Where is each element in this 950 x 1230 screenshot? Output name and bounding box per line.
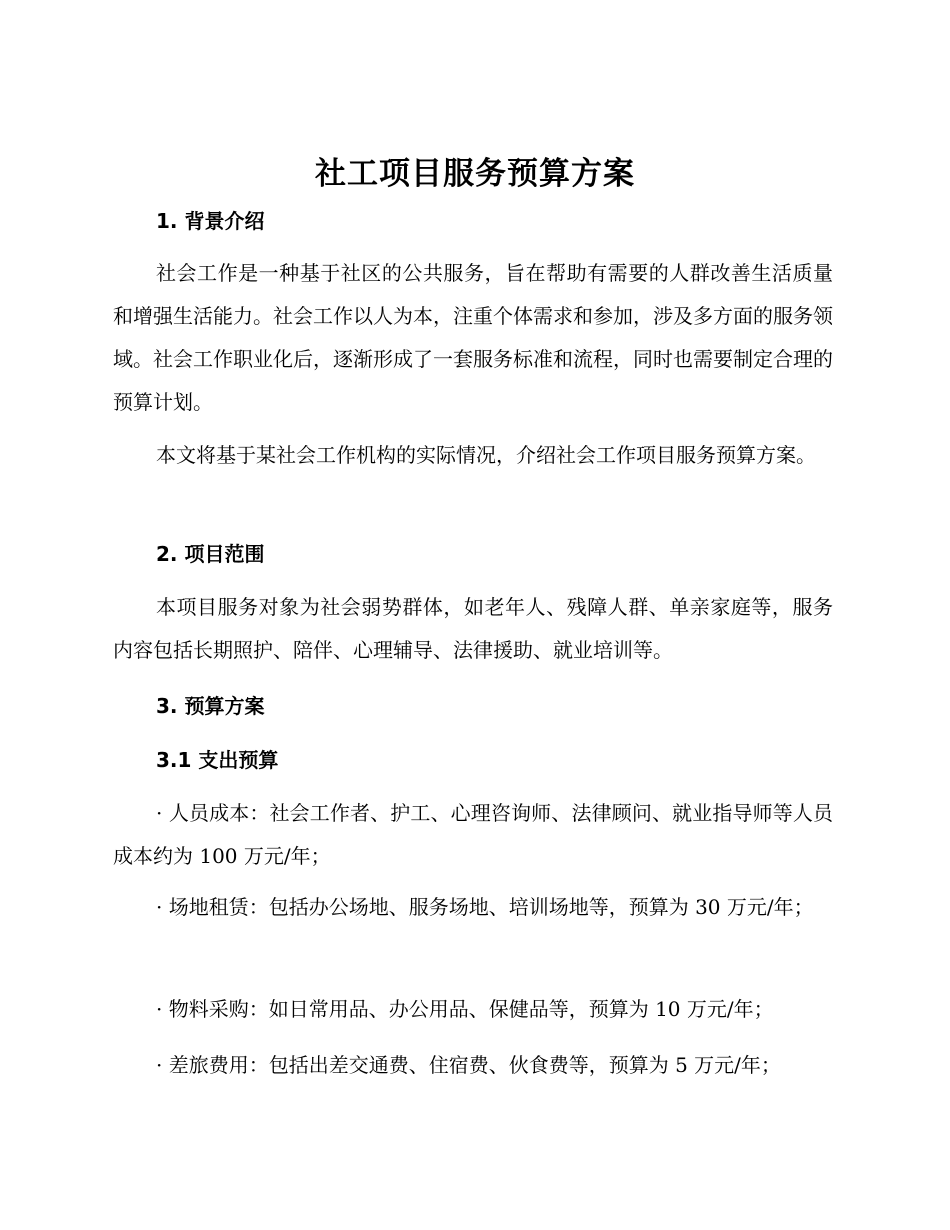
budget-item-travel: · 差旅费用：包括出差交通费、住宿费、伙食费等，预算为 5 万元/年； <box>156 1053 781 1077</box>
paragraph-project-scope: 本项目服务对象为社会弱势群体，如老年人、残障人群、单亲家庭等，服务内容包括长期照护、陪伴、心理辅导、法律援助、就业培训等。 <box>113 595 833 662</box>
paragraph-background-intro: 社会工作是一种基于社区的公共服务，旨在帮助有需要的人群改善生活质量和增强生活能力。社会工作以人为本，注重个体需求和参加，涉及多方面的服务领域。社会工作职业化后，逐渐形成了一套服务标准和流程，同时也需要制定合理的预算计划。 <box>113 261 833 414</box>
budget-item-materials: · 物料采购：如日常用品、办公用品、保健品等，预算为 10 万元/年； <box>156 997 774 1021</box>
subsection-heading-expense-budget: 3.1 支出预算 <box>156 748 279 772</box>
budget-item-personnel: · 人员成本：社会工作者、护工、心理咨询师、法律顾问、就业指导师等人员成本约为 100 万元/年； <box>113 801 833 868</box>
budget-item-venue-rental: · 场地租赁：包括办公场地、服务场地、培训场地等，预算为 30 万元/年； <box>156 895 814 919</box>
paragraph-article-purpose: 本文将基于某社会工作机构的实际情况，介绍社会工作项目服务预算方案。 <box>156 443 816 467</box>
section-heading-scope: 2. 项目范围 <box>156 542 265 566</box>
section-heading-budget-plan: 3. 预算方案 <box>156 694 265 718</box>
document-title: 社工项目服务预算方案 <box>315 156 635 192</box>
section-heading-background: 1. 背景介绍 <box>156 209 265 233</box>
